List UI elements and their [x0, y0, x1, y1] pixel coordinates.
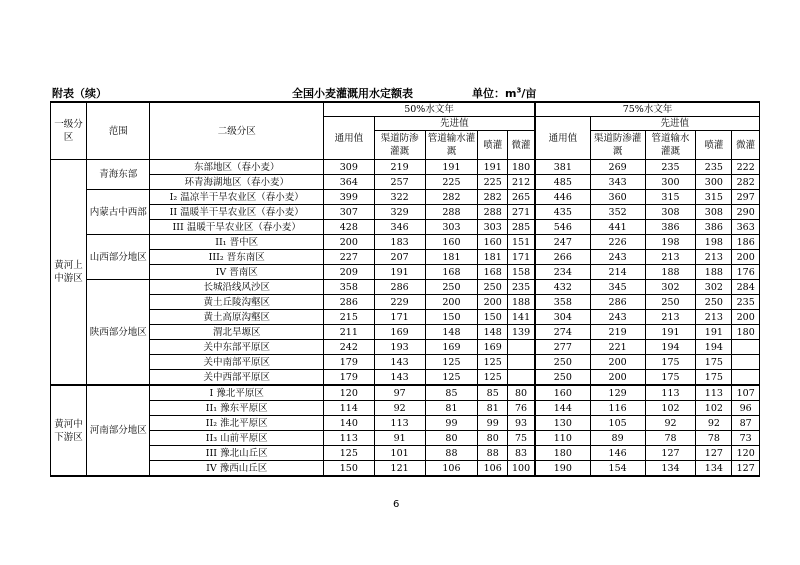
header-advanced-50: 先进值 [374, 117, 535, 131]
level1-cell: 黄河中下游区 [51, 385, 87, 476]
value-cell: 200 [590, 370, 645, 386]
value-cell: 80 [508, 385, 536, 401]
value-cell: 127 [696, 446, 732, 461]
value-cell: 158 [508, 265, 536, 280]
value-cell: 143 [374, 355, 425, 370]
level1-cell: 黄河上中游区 [51, 160, 87, 386]
header-level2: 二级分区 [150, 102, 324, 160]
value-cell: 309 [323, 160, 374, 175]
value-cell: 188 [645, 265, 696, 280]
value-cell: 78 [696, 431, 732, 446]
header-level1: 一级分区 [51, 102, 87, 160]
page-number: 6 [393, 499, 400, 510]
value-cell: 315 [645, 190, 696, 205]
value-cell: 130 [535, 416, 590, 431]
table-row [51, 431, 760, 446]
value-cell: 364 [323, 175, 374, 190]
value-cell: 399 [323, 190, 374, 205]
header-advanced-75: 先进值 [590, 117, 759, 131]
level2-cell: II₃ 山前平原区 [150, 431, 324, 446]
value-cell: 175 [696, 370, 732, 386]
level2-cell: IV 豫西山丘区 [150, 461, 324, 477]
value-cell: 179 [323, 355, 374, 370]
value-cell: 250 [535, 370, 590, 386]
table-row [51, 295, 760, 310]
value-cell: 99 [425, 416, 478, 431]
value-cell: 191 [478, 160, 508, 175]
value-cell: 106 [425, 461, 478, 477]
table-row [51, 265, 760, 280]
table-row [51, 340, 760, 355]
value-cell: 247 [535, 235, 590, 250]
value-cell: 150 [323, 461, 374, 477]
table-row [51, 325, 760, 340]
value-cell: 235 [508, 280, 536, 295]
value-cell: 116 [590, 401, 645, 416]
value-cell: 485 [535, 175, 590, 190]
value-cell: 285 [508, 220, 536, 235]
value-cell: 358 [535, 295, 590, 310]
value-cell: 113 [645, 385, 696, 401]
value-cell: 211 [323, 325, 374, 340]
value-cell: 85 [425, 385, 478, 401]
unit-suffix: /亩 [521, 87, 537, 100]
table-row [51, 385, 760, 401]
unit-prefix: 单位：m [472, 87, 517, 100]
value-cell: 190 [535, 461, 590, 477]
value-cell: 213 [696, 310, 732, 325]
value-cell: 93 [508, 416, 536, 431]
table-row [51, 355, 760, 370]
value-cell: 219 [590, 325, 645, 340]
value-cell: 188 [508, 295, 536, 310]
value-cell: 209 [323, 265, 374, 280]
value-cell: 358 [323, 280, 374, 295]
value-cell: 81 [478, 401, 508, 416]
value-cell: 76 [508, 401, 536, 416]
value-cell: 322 [374, 190, 425, 205]
value-cell: 266 [535, 250, 590, 265]
level2-cell: 黄土高原沟壑区 [150, 310, 324, 325]
value-cell: 200 [590, 355, 645, 370]
level2-cell: 关中西部平原区 [150, 370, 324, 386]
table-row [51, 190, 760, 205]
level2-cell: I₂ 温凉半干旱农业区（春小麦） [150, 190, 324, 205]
value-cell: 96 [732, 401, 760, 416]
level2-cell: 关中南部平原区 [150, 355, 324, 370]
header-general-75: 通用值 [535, 117, 590, 160]
header-row-1 [51, 102, 760, 117]
value-cell: 221 [590, 340, 645, 355]
level2-cell: III 温暖干旱农业区（春小麦） [150, 220, 324, 235]
level2-cell: 长城沿线风沙区 [150, 280, 324, 295]
value-cell: 345 [590, 280, 645, 295]
table-row [51, 280, 760, 295]
table-row [51, 310, 760, 325]
value-cell: 200 [732, 250, 760, 265]
table-row [51, 461, 760, 477]
table-row [51, 175, 760, 190]
value-cell: 73 [732, 431, 760, 446]
value-cell: 80 [478, 431, 508, 446]
value-cell [508, 370, 536, 386]
value-cell: 81 [425, 401, 478, 416]
value-cell: 234 [535, 265, 590, 280]
value-cell: 175 [645, 355, 696, 370]
value-cell: 277 [535, 340, 590, 355]
value-cell: 160 [425, 235, 478, 250]
header-spray-50: 喷灌 [478, 131, 508, 160]
value-cell: 250 [425, 280, 478, 295]
value-cell: 134 [696, 461, 732, 477]
value-cell: 141 [508, 310, 536, 325]
value-cell: 148 [478, 325, 508, 340]
value-cell: 139 [508, 325, 536, 340]
table-row [51, 401, 760, 416]
value-cell: 191 [374, 265, 425, 280]
value-cell: 229 [374, 295, 425, 310]
value-cell: 92 [696, 416, 732, 431]
value-cell: 179 [323, 370, 374, 386]
value-cell: 125 [478, 370, 508, 386]
value-cell: 343 [590, 175, 645, 190]
value-cell: 181 [425, 250, 478, 265]
level2-cell: II₂ 淮北平原区 [150, 416, 324, 431]
level2-cell: I 豫北平原区 [150, 385, 324, 401]
value-cell: 315 [696, 190, 732, 205]
value-cell: 219 [374, 160, 425, 175]
level2-cell: II₁ 豫东平原区 [150, 401, 324, 416]
value-cell: 213 [696, 250, 732, 265]
value-cell: 304 [535, 310, 590, 325]
value-cell: 169 [425, 340, 478, 355]
table-row [51, 250, 760, 265]
value-cell: 85 [478, 385, 508, 401]
table-row [51, 416, 760, 431]
value-cell [508, 355, 536, 370]
value-cell: 127 [645, 446, 696, 461]
value-cell: 274 [535, 325, 590, 340]
value-cell: 346 [374, 220, 425, 235]
value-cell: 148 [425, 325, 478, 340]
value-cell: 329 [374, 205, 425, 220]
value-cell: 546 [535, 220, 590, 235]
value-cell: 97 [374, 385, 425, 401]
header-pipe-75: 管道输水灌溉 [645, 131, 696, 160]
value-cell: 101 [374, 446, 425, 461]
value-cell: 151 [508, 235, 536, 250]
value-cell: 286 [323, 295, 374, 310]
header-channel-75: 渠道防渗灌溉 [590, 131, 645, 160]
value-cell: 302 [696, 280, 732, 295]
value-cell: 243 [590, 310, 645, 325]
value-cell: 300 [645, 175, 696, 190]
value-cell: 150 [478, 310, 508, 325]
value-cell: 250 [478, 280, 508, 295]
value-cell: 307 [323, 205, 374, 220]
level2-cell: IV 晋南区 [150, 265, 324, 280]
value-cell: 435 [535, 205, 590, 220]
scope-cell: 青海东部 [86, 160, 149, 190]
value-cell: 284 [732, 280, 760, 295]
water-quota-table [50, 101, 760, 477]
value-cell: 308 [696, 205, 732, 220]
value-cell: 120 [323, 385, 374, 401]
value-cell: 80 [425, 431, 478, 446]
value-cell: 144 [535, 401, 590, 416]
value-cell: 282 [478, 190, 508, 205]
value-cell: 91 [374, 431, 425, 446]
value-cell: 200 [323, 235, 374, 250]
level2-cell: III 豫北山丘区 [150, 446, 324, 461]
value-cell: 154 [590, 461, 645, 477]
value-cell: 250 [535, 355, 590, 370]
value-cell: 129 [590, 385, 645, 401]
value-cell: 242 [323, 340, 374, 355]
value-cell: 386 [696, 220, 732, 235]
scope-cell: 河南部分地区 [86, 385, 149, 476]
value-cell: 200 [732, 310, 760, 325]
value-cell: 191 [696, 325, 732, 340]
value-cell: 107 [732, 385, 760, 401]
value-cell: 282 [425, 190, 478, 205]
header-year-75: 75%水文年 [535, 102, 759, 117]
value-cell: 226 [590, 235, 645, 250]
level2-cell: II 温暖半干旱农业区（春小麦） [150, 205, 324, 220]
value-cell: 127 [732, 461, 760, 477]
value-cell: 92 [374, 401, 425, 416]
unit-sup: 3 [516, 86, 522, 95]
value-cell: 120 [732, 446, 760, 461]
table-caption [52, 85, 762, 101]
caption-appendix-label: 附表（续） [52, 87, 107, 100]
value-cell: 83 [508, 446, 536, 461]
value-cell: 194 [645, 340, 696, 355]
level2-cell: 关中东部平原区 [150, 340, 324, 355]
value-cell: 171 [374, 310, 425, 325]
value-cell: 180 [535, 446, 590, 461]
value-cell: 99 [478, 416, 508, 431]
value-cell: 125 [425, 355, 478, 370]
value-cell: 222 [732, 160, 760, 175]
value-cell: 143 [374, 370, 425, 386]
value-cell: 300 [696, 175, 732, 190]
value-cell: 198 [645, 235, 696, 250]
value-cell: 271 [508, 205, 536, 220]
value-cell: 286 [374, 280, 425, 295]
value-cell: 87 [732, 416, 760, 431]
value-cell: 235 [732, 295, 760, 310]
value-cell: 191 [645, 325, 696, 340]
value-cell: 363 [732, 220, 760, 235]
value-cell: 150 [425, 310, 478, 325]
value-cell: 308 [645, 205, 696, 220]
value-cell [732, 340, 760, 355]
value-cell: 78 [645, 431, 696, 446]
value-cell: 186 [732, 235, 760, 250]
value-cell: 102 [645, 401, 696, 416]
value-cell: 105 [590, 416, 645, 431]
value-cell: 113 [696, 385, 732, 401]
value-cell: 302 [645, 280, 696, 295]
value-cell: 100 [508, 461, 536, 477]
value-cell: 92 [645, 416, 696, 431]
value-cell: 250 [645, 295, 696, 310]
value-cell: 180 [732, 325, 760, 340]
value-cell: 215 [323, 310, 374, 325]
value-cell: 88 [478, 446, 508, 461]
value-cell: 175 [645, 370, 696, 386]
level2-cell: III₂ 晋东南区 [150, 250, 324, 265]
value-cell: 169 [374, 325, 425, 340]
value-cell: 213 [645, 250, 696, 265]
value-cell: 113 [323, 431, 374, 446]
value-cell: 134 [645, 461, 696, 477]
table-row [51, 235, 760, 250]
header-micro-75: 微灌 [732, 131, 760, 160]
level2-cell: 环青海湖地区（春小麦） [150, 175, 324, 190]
value-cell: 235 [645, 160, 696, 175]
value-cell: 102 [696, 401, 732, 416]
table-row [51, 220, 760, 235]
value-cell: 121 [374, 461, 425, 477]
value-cell: 207 [374, 250, 425, 265]
value-cell: 191 [425, 160, 478, 175]
value-cell: 169 [478, 340, 508, 355]
value-cell: 386 [645, 220, 696, 235]
value-cell: 89 [590, 431, 645, 446]
value-cell: 288 [425, 205, 478, 220]
header-pipe-50: 管道输水灌溉 [425, 131, 478, 160]
value-cell: 75 [508, 431, 536, 446]
value-cell: 200 [478, 295, 508, 310]
value-cell: 225 [425, 175, 478, 190]
table-row [51, 160, 760, 175]
value-cell: 303 [478, 220, 508, 235]
value-cell: 290 [732, 205, 760, 220]
value-cell: 125 [478, 355, 508, 370]
value-cell [732, 355, 760, 370]
level2-cell: 渭北旱塬区 [150, 325, 324, 340]
value-cell: 160 [535, 385, 590, 401]
value-cell: 360 [590, 190, 645, 205]
value-cell: 297 [732, 190, 760, 205]
value-cell: 200 [425, 295, 478, 310]
value-cell: 288 [478, 205, 508, 220]
value-cell: 114 [323, 401, 374, 416]
table-row [51, 370, 760, 386]
table-row [51, 205, 760, 220]
scope-cell: 陕西部分地区 [86, 280, 149, 386]
value-cell: 213 [645, 310, 696, 325]
value-cell: 269 [590, 160, 645, 175]
header-year-50: 50%水文年 [323, 102, 535, 117]
header-general-50: 通用值 [323, 117, 374, 160]
value-cell: 428 [323, 220, 374, 235]
level2-cell: 黄土丘陵沟壑区 [150, 295, 324, 310]
value-cell: 282 [732, 175, 760, 190]
value-cell: 212 [508, 175, 536, 190]
value-cell: 381 [535, 160, 590, 175]
value-cell: 175 [696, 355, 732, 370]
value-cell: 193 [374, 340, 425, 355]
value-cell: 180 [508, 160, 536, 175]
value-cell: 352 [590, 205, 645, 220]
value-cell: 110 [535, 431, 590, 446]
value-cell: 160 [478, 235, 508, 250]
value-cell: 441 [590, 220, 645, 235]
value-cell: 168 [425, 265, 478, 280]
value-cell: 183 [374, 235, 425, 250]
level2-cell: II₁ 晋中区 [150, 235, 324, 250]
value-cell: 225 [478, 175, 508, 190]
value-cell: 198 [696, 235, 732, 250]
value-cell: 140 [323, 416, 374, 431]
table-row [51, 446, 760, 461]
value-cell: 194 [696, 340, 732, 355]
value-cell: 214 [590, 265, 645, 280]
value-cell: 250 [696, 295, 732, 310]
header-scope: 范围 [86, 102, 149, 160]
table-title: 全国小麦灌溉用水定额表 [292, 87, 413, 100]
value-cell: 146 [590, 446, 645, 461]
value-cell: 125 [323, 446, 374, 461]
value-cell [732, 370, 760, 386]
value-cell: 257 [374, 175, 425, 190]
value-cell: 181 [478, 250, 508, 265]
header-micro-50: 微灌 [508, 131, 536, 160]
value-cell: 88 [425, 446, 478, 461]
value-cell [508, 340, 536, 355]
unit-label [472, 85, 536, 101]
value-cell: 176 [732, 265, 760, 280]
value-cell: 446 [535, 190, 590, 205]
value-cell: 106 [478, 461, 508, 477]
value-cell: 243 [590, 250, 645, 265]
scope-cell: 内蒙古中西部 [86, 190, 149, 235]
header-channel-50: 渠道防渗灌溉 [374, 131, 425, 160]
value-cell: 303 [425, 220, 478, 235]
value-cell: 432 [535, 280, 590, 295]
value-cell: 113 [374, 416, 425, 431]
level2-cell: 东部地区（春小麦） [150, 160, 324, 175]
value-cell: 188 [696, 265, 732, 280]
value-cell: 171 [508, 250, 536, 265]
value-cell: 125 [425, 370, 478, 386]
scope-cell: 山西部分地区 [86, 235, 149, 280]
value-cell: 235 [696, 160, 732, 175]
value-cell: 227 [323, 250, 374, 265]
value-cell: 265 [508, 190, 536, 205]
value-cell: 286 [590, 295, 645, 310]
value-cell: 168 [478, 265, 508, 280]
header-spray-75: 喷灌 [696, 131, 732, 160]
